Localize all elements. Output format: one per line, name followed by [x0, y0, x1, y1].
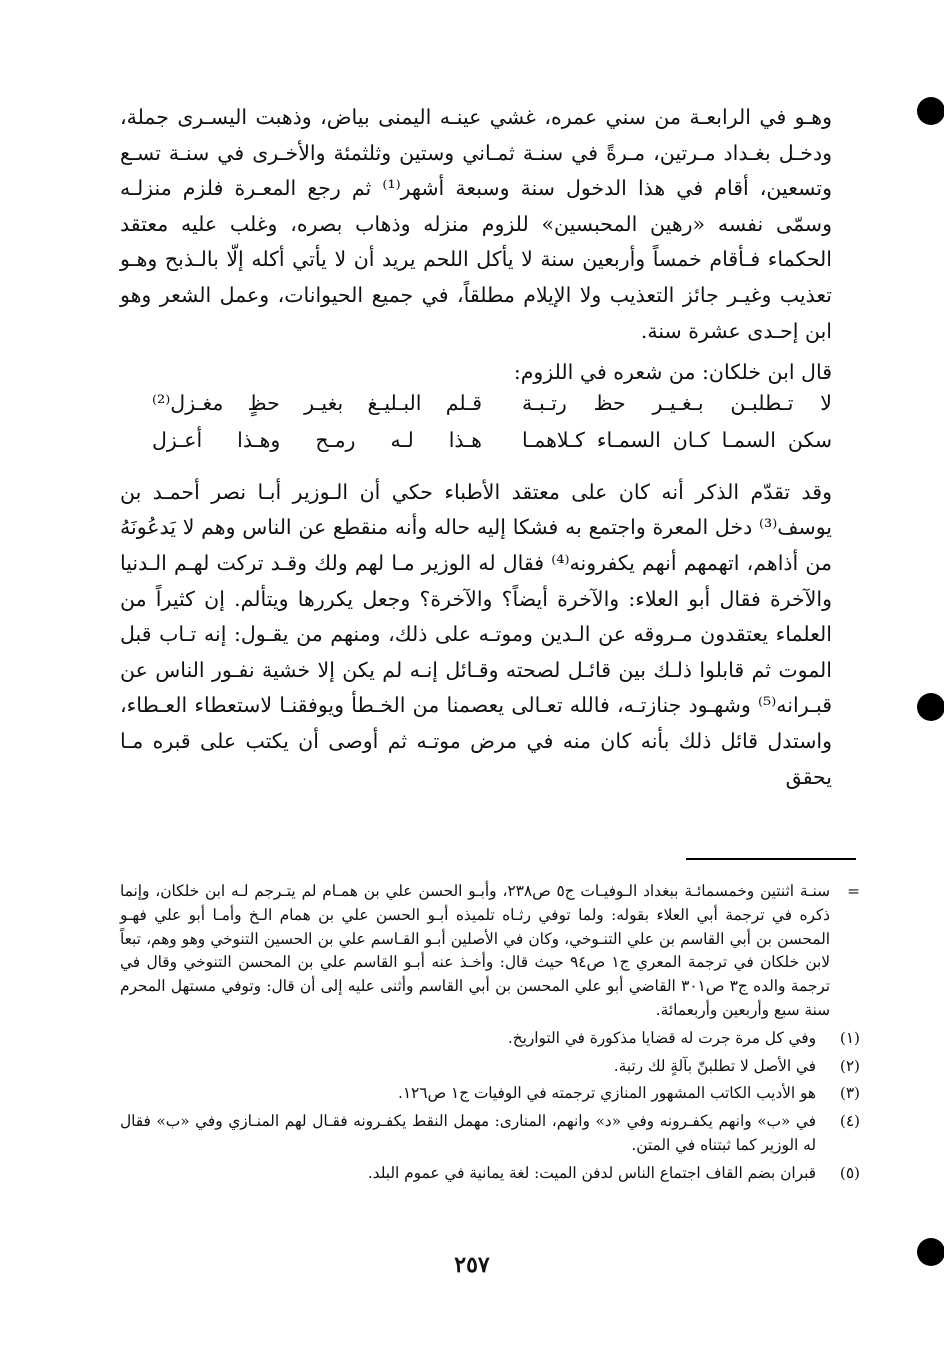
main-text	[120, 100, 832, 795]
footnote-number: (٣)	[839, 1084, 860, 1103]
footnotes	[120, 880, 860, 1186]
continuation-mark: =	[847, 882, 860, 900]
footnote-text: قبران بضم القاف اجتماع الناس لدفن الميت: لغة يمانية في عموم البلد.	[367, 1163, 816, 1182]
verse-line-1	[120, 391, 832, 428]
footnote-text: وفي كل مرة جرت له قضايا مذكورة في التواريخ.	[507, 1028, 816, 1047]
footnote-number: (٤)	[839, 1112, 860, 1131]
footnote-text: في «ب» وانهم يكفـرونه وفي «د» وانهم، المنارى: مهمل النقط يكفـرونه فقـال لهم المنـازي وفي «ب» فقال له الوزير كما ثبتناه في المتن.	[120, 1112, 816, 1154]
footnote-2	[120, 1055, 860, 1079]
paragraph-1: وهـو في الرابعـة من سني عمره، غشي عينـه اليمنى بياض، وذهبت اليسـرى جملة، ودخـل بغـداد مـرتين، مـرةً في سنـة ثمـاني وستين وثلثمئة والأخـرى في سنـة تسـع وتسعين، أقام في هذا الدخول سنة وسبعة أشهر⁽¹⁾ ثم رجع المعـرة فلزم منزلـه وسمّى نفسه «رهين المحبسين» للزوم منزله وذهاب بصره، وغلب عليه معتقد الحكماء فـأقام خمساً وأربعين سنة لا يأكل اللحم يريد أن لا يأتي أكله إلّا بالـذبح وهـو تعذيب وغيـر جائز التعذيب ولا الإيلام مطلقاً، في جميع الحيوانات، وعمل الشعر وهو ابن إحـدى عشرة سنة.	[120, 105, 832, 343]
footnote-5	[120, 1162, 860, 1186]
verse-2-first-hemistich: سكن السمـا كـان السمـاء كـلاهمـا	[522, 427, 832, 452]
verse-1-second-hemistich: قـلم البـليـغ بغيـر حظٍ مغـزل⁽²⁾	[152, 390, 482, 415]
binder-hole-bottom	[917, 1238, 944, 1266]
verse-line-2	[120, 428, 832, 465]
footnote-continuation	[120, 880, 860, 1023]
footnote-3	[120, 1082, 860, 1106]
footnote-separator	[686, 858, 856, 860]
verse-2-second-hemistich: هـذا لـه رمـح وهـذا أعـزل	[152, 427, 482, 452]
page-number: ٢٥٧	[454, 1252, 490, 1278]
binder-hole-middle	[917, 693, 944, 721]
footnote-1	[120, 1027, 860, 1051]
footnote-number: (١)	[839, 1028, 860, 1047]
footnote-text: هو الأديب الكاتب المشهور المنازي ترجمته في الوفيات ج١ ص١٢٦.	[397, 1084, 816, 1103]
binder-hole-top	[917, 97, 944, 125]
footnote-4	[120, 1110, 860, 1158]
footnote-text: في الأصل لا تطلبنّ بآلةٍ لك رتبة.	[613, 1056, 816, 1075]
footnote-number: (٥)	[839, 1163, 860, 1182]
footnote-number: (٢)	[839, 1056, 860, 1075]
paragraph-2: وقد تقدّم الذكر أنه كان على معتقد الأطباء حكي أن الـوزير أبـا نصر أحمـد بن يوسف⁽³⁾ دخل المعرة واجتمع به فشكا إليه حاله وأنه منقطع عن الناس وهم لا يَدعُونَهُ من أذاهم، اتهمهم أنهم يكفرونه⁽⁴⁾ فقال له الوزير مـا لهم ولك وقـد تركت لهـم الـدنيا والآخرة فقال أبو العلاء: والآخرة أيضاً؟ والآخرة؟ وجعل يكررها ويتألم. إن كثيراً من العلماء يعتقدون مـروقه عن الـدين وموتـه على ذلك، ومنهم من يقـول: إنه تـاب قبل الموت ثم قابلوا ذلـك بين قائـل لصحته وقـائل إنـه لم يكن إلا خشية نفـور الناس عن قبـرانه⁽⁵⁾ وشهـود جنازتـه، فالله تعـالى يعصمنا من الخـطأ ويوفقنـا لاستعطاء العـطاء، واستدل قائل ذلك بأنه كان منه في مرض موتـه ثم أوصى أن يكتب على قبره مـا يحقق	[120, 479, 833, 789]
verse-intro: قال ابن خلكان: من شعره في اللزوم:	[513, 360, 832, 385]
footnote-continuation-text: سنـة اثنتين وخمسمائـة ببغداد الـوفيـات ج٥ ص٢٣٨، وأبـو الحسن علي بن همـام لم يتـرجم لـه ابن خلكان، وإنما ذكره في ترجمة أبي العلاء بقوله: ولما توفي رثـاه تلميذه أبـو الحسن علي بن همام الـخ وأمـا أبو علي فهـو المحسن بن أبي القاسم بن علي التنـوخي، وكان في الأصلين أبـو القـاسم علي بن الحسين التنوخي وهو وهم، تبعاً لابن خلكان في ترجمة المعري ج١ ص٩٤ حيث قال: وأخـذ عنه أبـو القاسم علي بن المحسن التنوخي وقال في ترجمة والده ج٣ ص٣٠١ القاضي أبو علي المحسن بن أبي القاسم وأثنى عليه إلى أن قال: وتوفي مستهل المحرم سنة سبع وأربعين وأربعمائة.	[120, 882, 831, 1019]
verse-1-first-hemistich: لا تـطلبـن بـغـيـر حظ رتـبـة	[522, 390, 832, 415]
